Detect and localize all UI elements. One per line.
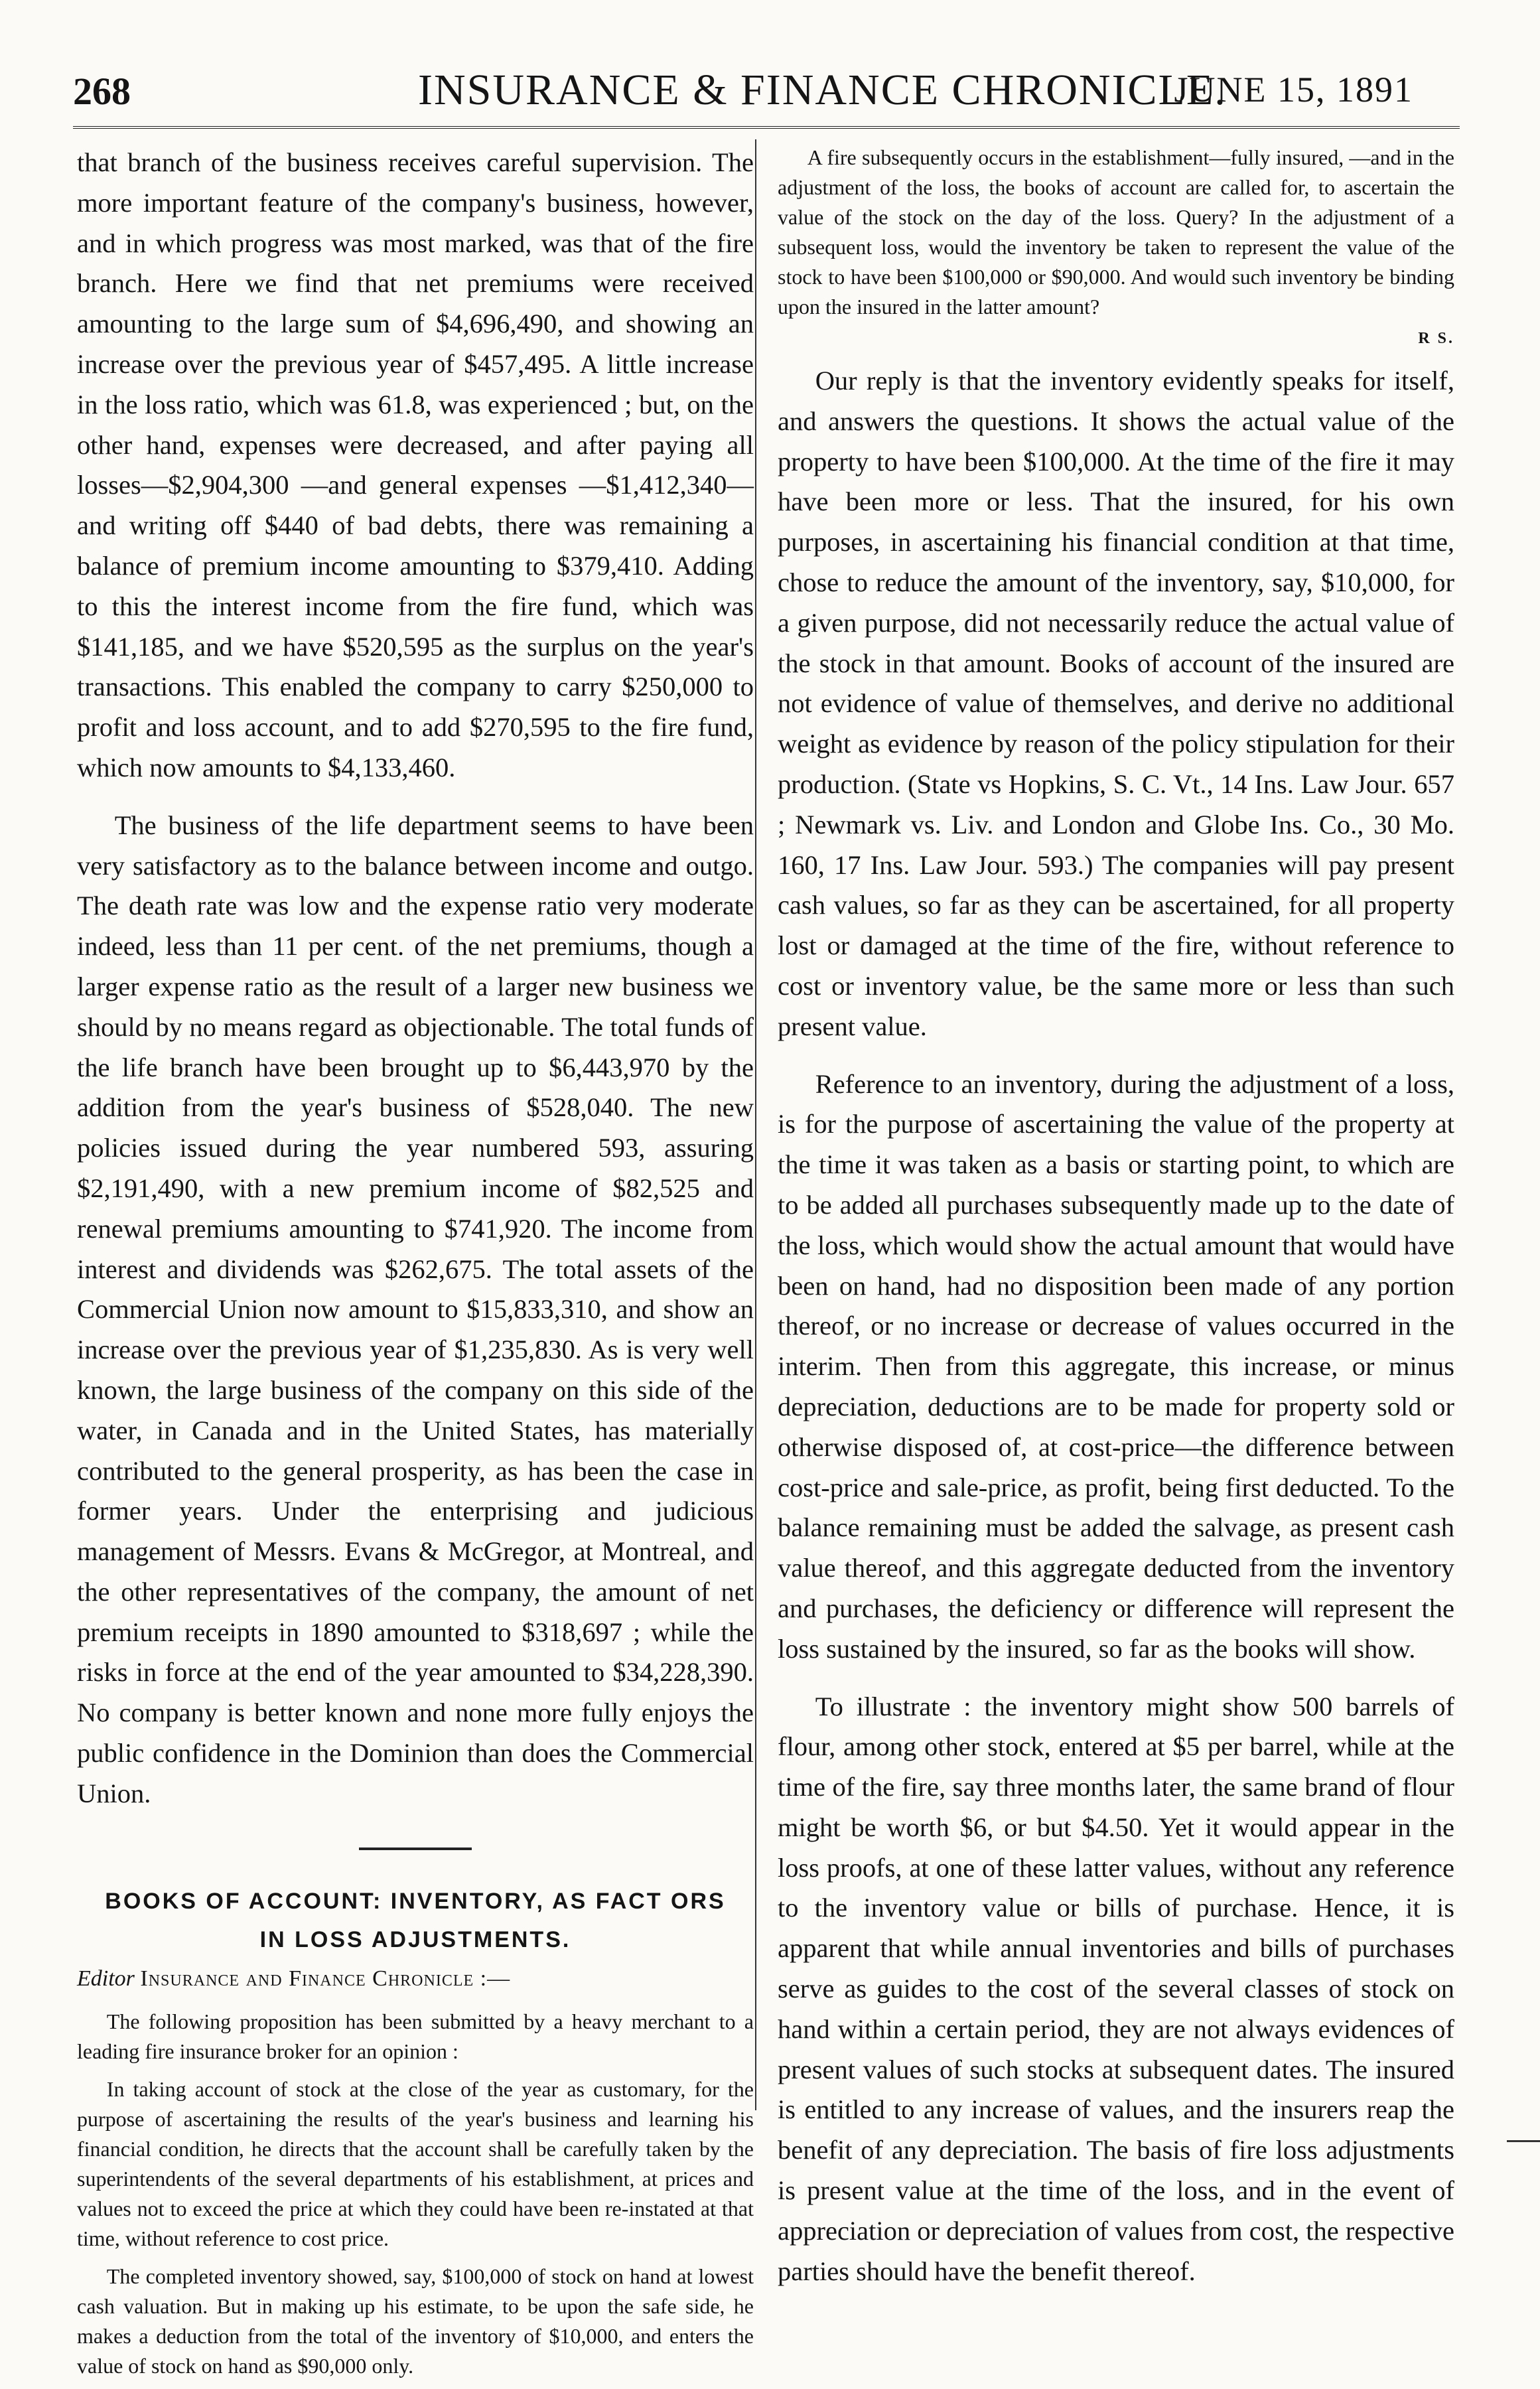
issue-date: JUNE 15, 1891 — [1174, 70, 1413, 109]
reply-paragraph: Our reply is that the inventory evidently speaks for itself, and answers the questions. It shows the actual value of the property to have been $100,000. At the time of the fire it may have been more or less. That the insured, for his own purposes, in ascertaining his financial condition at that time, chose to reduce the amount of the inventory, say, $10,000, for a given purpose, did not necessarily reduce the actual value of the stock in that amount. Books of account of the insured are not evidence of value of themselves, and derive no additional weight as evidence by reason of the policy stipulation for their production. (State vs Hopkins, S. C. Vt., 14 Ins. Law Jour. 657 ; Newmark vs. Liv. and London and Globe Ins. Co., 30 Mo. 160, 17 Ins. Law Jour. 593.) The companies will pay present cash values, so far as they can be ascertained, for all property lost or damaged at the time of the fire, without reference to cost or inventory value, be the same more or less than such present value. — [778, 366, 1454, 1041]
column-divider — [755, 139, 756, 2110]
page-header — [73, 65, 1413, 125]
letter-paragraph: The completed inventory showed, say, $100,000 of stock on hand at lowest cash valuation. But in making up his estimate, to be upon the safe side, he makes a deduction from the total of the inventory of $10,000, and enters the value of stock on hand as $90,000 only. — [77, 2264, 754, 2378]
corner-rule — [1507, 2140, 1540, 2161]
left-column — [77, 143, 754, 2389]
article-paragraph: The business of the life department seems to have been very satisfactory as to the balance between income and outgo. The death rate was low and the expense ratio very moderate indeed, less than 11 per cent. of the net premiums, though a larger expense ratio as the result of a larger new business we should by no means regard as objectionable. The total funds of the life branch have been brought up to $6,443,970 by the addition from the year's business of $528,040. The new policies issued during the year numbered 593, assuring $2,191,490, with a new premium income of $82,525 and renewal premiums amounting to $741,920. The income from interest and dividends was $262,675. The total assets of the Commercial Union now amount to $15,833,310, and show an increase over the previous year of $1,235,830. As is very well known, the large business of the company on this side of the water, in Canada and in the United States, has materially contributed to the general prosperity, as has been the case in former years. Under the enterprising and judicious management of Messrs. Evans & McGregor, at Montreal, and the other representatives of the company, the amount of net premium receipts in 1890 amounted to $318,697 ; while the risks in force at the end of the year amounted to $34,228,390. No company is better known and none more fully enjoys the public confidence in the Dominion than does the Commercial Union. — [77, 810, 754, 1808]
letter-paragraph: The following proposition has been submitted by a heavy merchant to a leading fire insurance broker for an opinion : — [77, 2009, 754, 2063]
section-heading-continued: IN LOSS ADJUSTMENTS. — [259, 1926, 571, 1952]
letter-paragraph: A fire subsequently occurs in the establishment—fully insured, —and in the adjustment of the loss, the books of account are called for, to ascertain the value of the stock on the day of the loss. Query? In the adjustment of a subsequent loss, would the inventory be taken to represent the value of the stock to have been $100,000 or $90,000. And would such inventory be binding upon the insured in the latter amount? — [778, 145, 1454, 319]
section-separator — [359, 1847, 472, 1850]
journal-title: INSURANCE & FINANCE CHRONICLE. — [418, 66, 1227, 114]
reply-paragraph: Reference to an inventory, during the adjustment of a loss, is for the purpose of ascertaining the value of the property at the time it was taken as a basis or starting point, to which are to be added all purchases subsequently made up to the date of the loss, which would show the actual amount that would have been on hand, had no disposition been made of any portion thereof, or no increase or decrease of values occurred in the interim. Then from this aggregate, this increase, or minus depreciation, deductions are to be made for property sold or otherwise disposed of, at cost-price—the difference between cost-price and sale-price, as profit, being first deducted. To the balance remaining must be added the salvage, as present cash value thereof, and this aggregate deducted from the inventory and purchases, the deficiency or difference will represent the loss sustained by the insured, so far as the books will show. — [778, 1068, 1454, 1664]
article-paragraph: that branch of the business receives careful supervision. The more important feature of the company's business, however, and in which progress was most marked, was that of the fire branch. Here we find that net premiums were received amounting to the large sum of $4,696,490, and showing an increase over the previous year of $457,495. A little increase in the loss ratio, which was 61.8, was experienced ; but, on the other hand, expenses were decreased, and after paying all losses—$2,904,300 —and general expenses —$1,412,340—and writing off $440 of bad debts, there was remaining a balance of premium income amounting to $379,410. Adding to this the interest income from the fire fund, which was $141,185, and we have $520,595 as the surplus on the year's transactions. This enabled the company to carry $250,000 to profit and loss account, and to add $270,595 to the fire fund, which now amounts to $4,133,460. — [77, 147, 754, 782]
right-column — [778, 143, 1454, 2309]
page-number: 268 — [73, 70, 131, 113]
editor-salutation — [77, 1962, 754, 1996]
editor-name: Insurance and Finance Chronicle :— — [140, 1966, 511, 1991]
reply-paragraph: To illustrate : the inventory might show 500 barrels of flour, among other stock, entered at $5 per barrel, while at the time of the fire, say three months later, the same brand of flour might be worth $6, or but $4.50. Yet it would appear in the loss proofs, at one of these latter values, without any reference to the inventory value or bills of purchase. Hence, it is apparent that while annual inventories and bills of purchases serve as guides to the cost of the several classes of stock on hand within a certain period, they are not always evidences of present values of such stocks at subsequent dates. The insured is entitled to any increase of values, and the insurers reap the benefit of any depreciation. The basis of fire loss adjustments is present value at the time of the loss, and in the event of appreciation or depreciation of values from cost, the respective parties should have the benefit thereof. — [778, 1691, 1454, 2286]
editor-label: Editor — [77, 1966, 135, 1991]
letter-paragraph: In taking account of stock at the close of the year as customary, for the purpose of ascertaining the results of the year's business and learning his financial condition, he directs that the account shall be carefully taken by the superintendents of the several departments of his establishment, at prices and values not to exceed the price at which they could have been re-instated at that time, without reference to cost price. — [77, 2076, 754, 2250]
header-rule — [73, 126, 1460, 129]
section-heading: BOOKS OF ACCOUNT: INVENTORY, AS FACT ORS — [105, 1888, 726, 1914]
letter-signature: R S. — [1418, 330, 1454, 347]
